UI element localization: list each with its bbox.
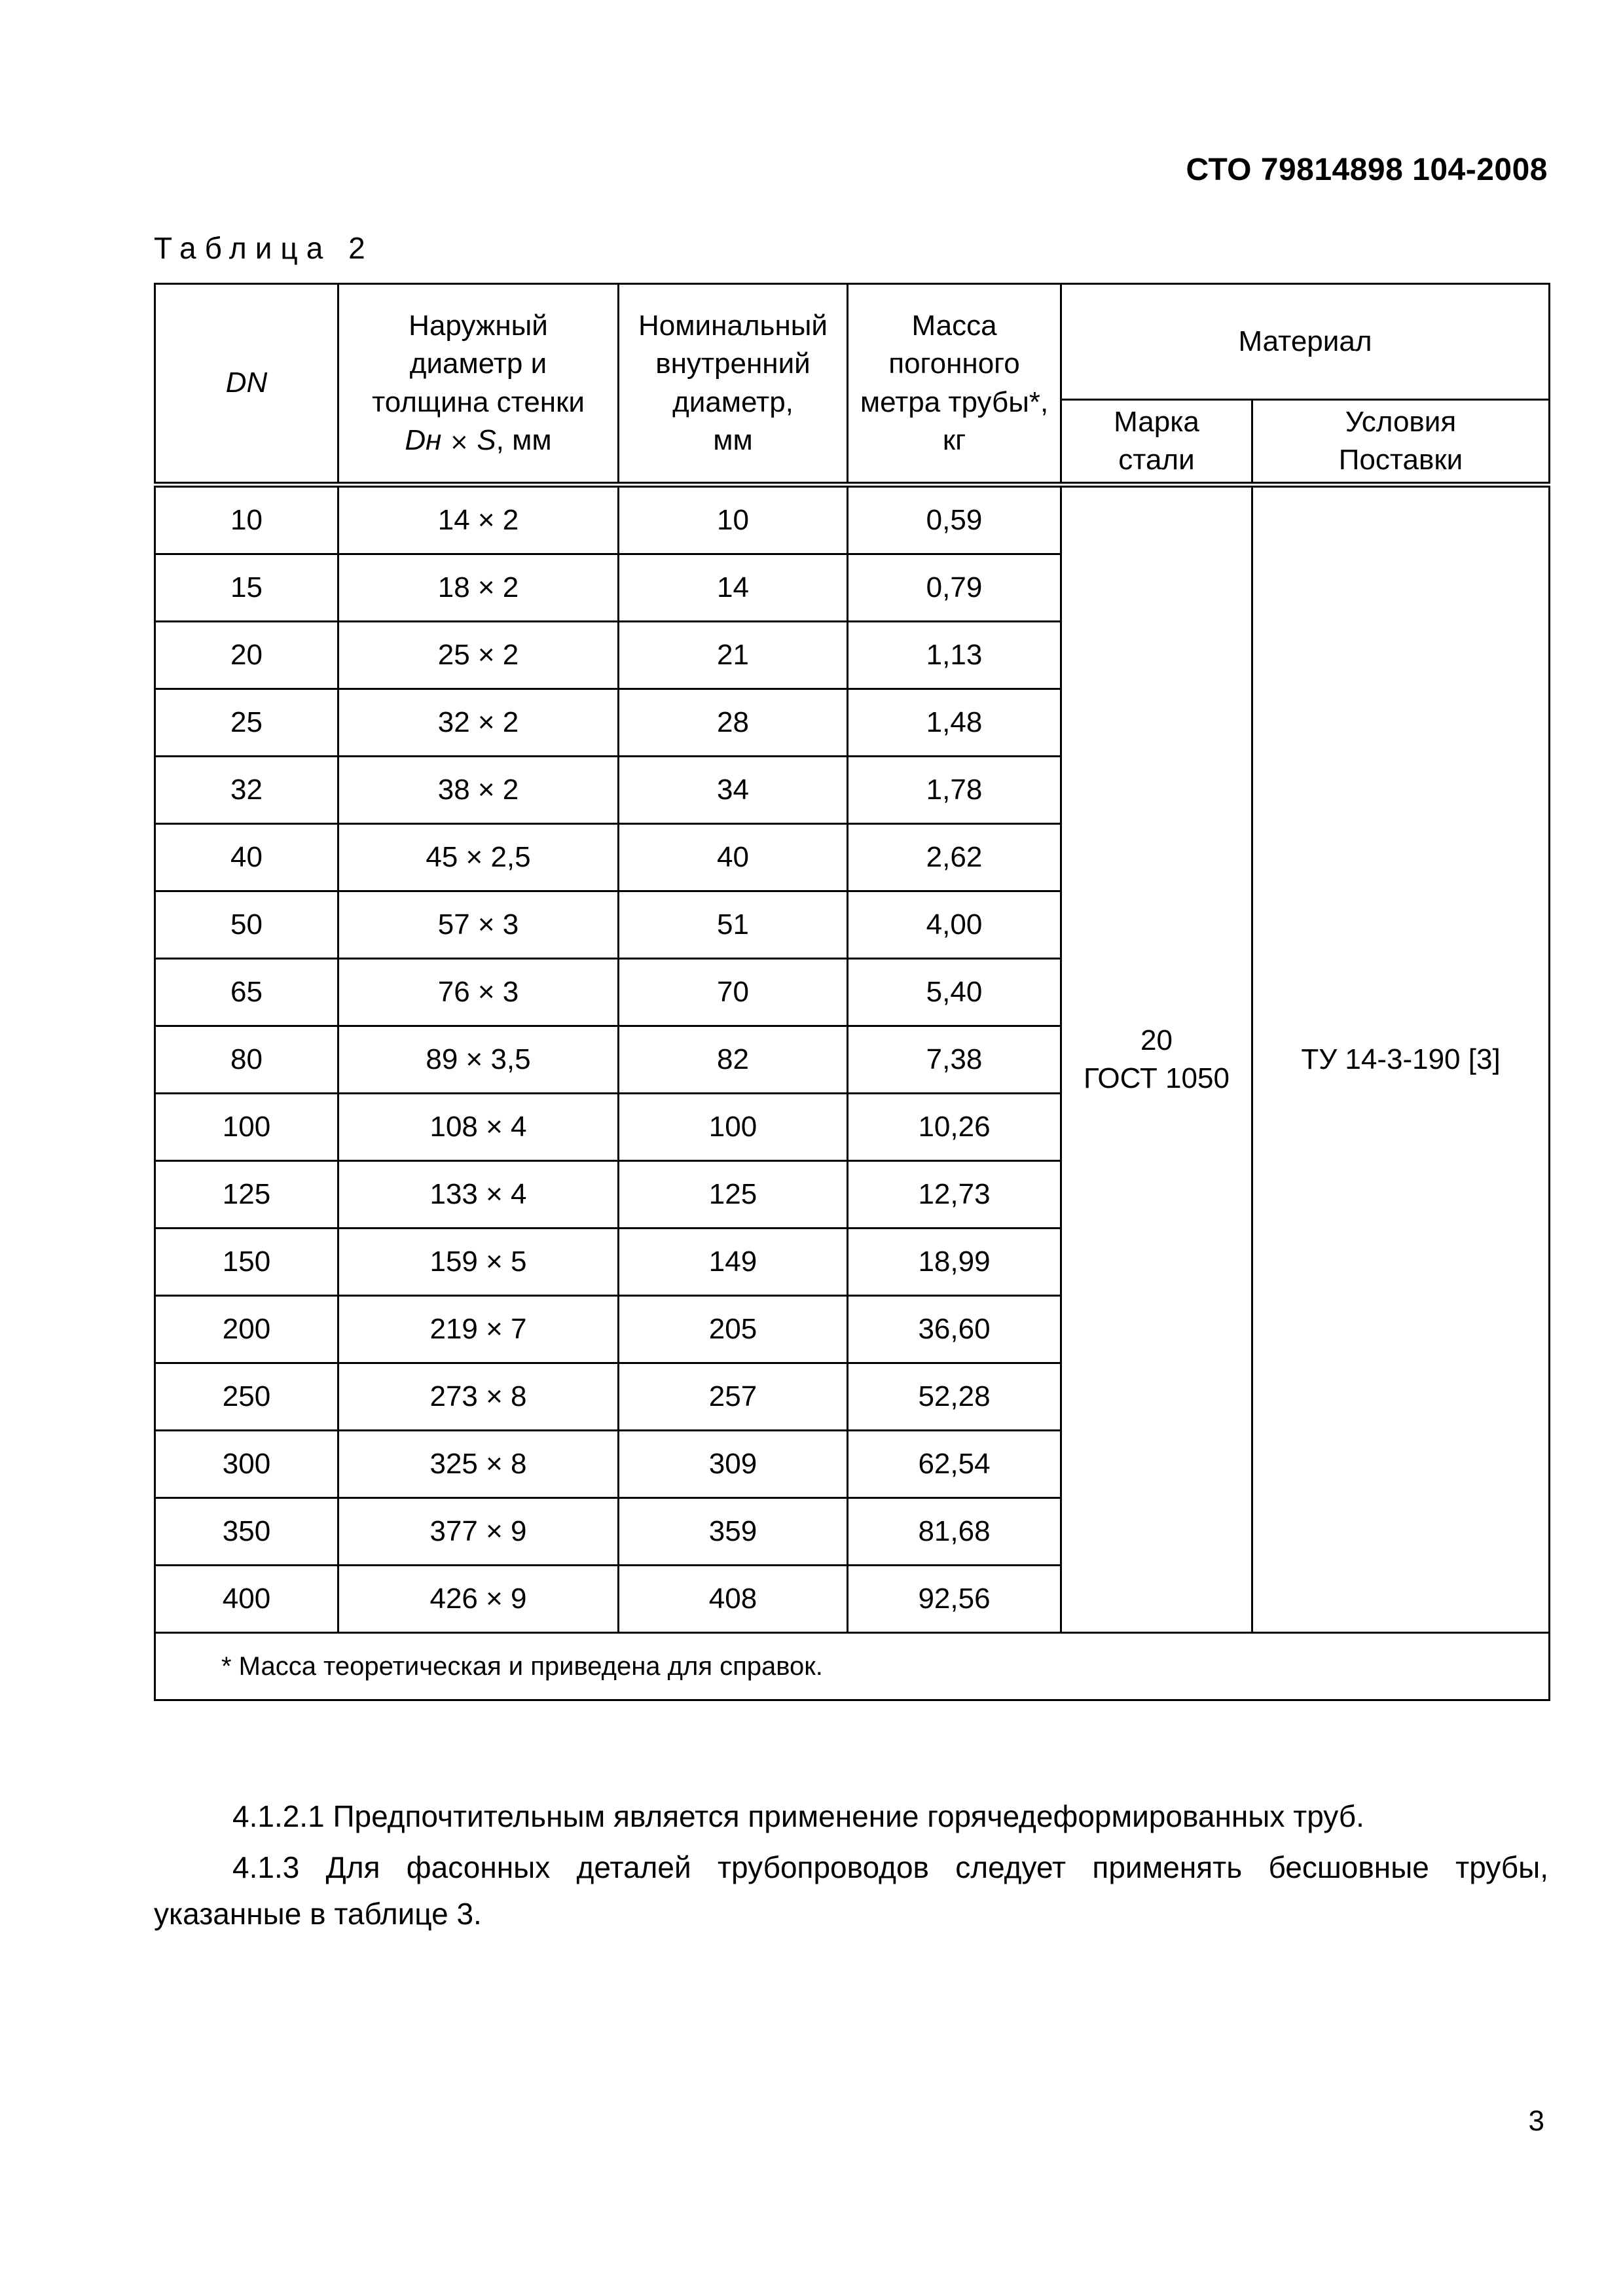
cell-dimensions: 325 × 8	[338, 1431, 619, 1498]
cell-dimensions: 45 × 2,5	[338, 824, 619, 891]
cell-inner-diameter: 125	[619, 1161, 848, 1229]
cell-mass: 52,28	[848, 1363, 1061, 1431]
cell-inner-diameter: 21	[619, 622, 848, 689]
cell-dn: 350	[155, 1498, 338, 1566]
cell-dn: 100	[155, 1094, 338, 1161]
header-outer-line-2: диаметр и	[409, 348, 547, 380]
cell-dimensions: 38 × 2	[338, 757, 619, 824]
cell-inner-diameter: 14	[619, 554, 848, 622]
cell-inner-diameter: 408	[619, 1566, 848, 1633]
cell-mass: 2,62	[848, 824, 1061, 891]
pipe-specification-table	[154, 283, 1550, 1701]
cell-mass: 36,60	[848, 1296, 1061, 1363]
cell-dimensions: 219 × 7	[338, 1296, 619, 1363]
header-inner-diameter: Номинальный внутренний диаметр, мм	[619, 284, 848, 485]
cell-dimensions: 108 × 4	[338, 1094, 619, 1161]
header-outer-line-1: Наружный	[409, 310, 548, 342]
cell-dimensions: 32 × 2	[338, 689, 619, 757]
cell-dn: 32	[155, 757, 338, 824]
cell-dn: 300	[155, 1431, 338, 1498]
cell-inner-diameter: 359	[619, 1498, 848, 1566]
cell-inner-diameter: 10	[619, 485, 848, 554]
cell-dimensions: 57 × 3	[338, 891, 619, 959]
header-steel-grade: Марка стали	[1061, 400, 1252, 485]
cell-dimensions: 25 × 2	[338, 622, 619, 689]
table-row	[155, 485, 1550, 554]
header-outer-symbol-a: Dн	[405, 423, 442, 456]
cell-mass: 92,56	[848, 1566, 1061, 1633]
cell-dn: 200	[155, 1296, 338, 1363]
cell-mass: 1,48	[848, 689, 1061, 757]
cell-dn: 150	[155, 1229, 338, 1296]
document-code: СТО 79814898 104-2008	[1186, 152, 1548, 187]
cell-dn: 125	[155, 1161, 338, 1229]
cell-mass: 12,73	[848, 1161, 1061, 1229]
cell-dn: 50	[155, 891, 338, 959]
cell-mass: 7,38	[848, 1026, 1061, 1094]
times-sign: ×	[449, 428, 469, 456]
cell-inner-diameter: 309	[619, 1431, 848, 1498]
cell-dimensions: 133 × 4	[338, 1161, 619, 1229]
cell-mass: 0,79	[848, 554, 1061, 622]
cell-mass: 18,99	[848, 1229, 1061, 1296]
header-outer-unit: , мм	[496, 423, 552, 456]
cell-steel-grade: 20 ГОСТ 1050	[1061, 485, 1252, 1633]
table-footnote: * Масса теоретическая и приведена для справок.	[155, 1633, 1550, 1700]
cell-dimensions: 159 × 5	[338, 1229, 619, 1296]
header-delivery-conditions: Условия Поставки	[1252, 400, 1550, 485]
header-material: Материал	[1061, 284, 1550, 400]
paragraph-4-1-2-1: 4.1.2.1 Предпочтительным является применение горячедеформированных труб.	[232, 1799, 1364, 1833]
header-dn: DN	[155, 284, 338, 485]
cell-inner-diameter: 205	[619, 1296, 848, 1363]
page-number: 3	[1528, 2105, 1544, 2137]
cell-dimensions: 89 × 3,5	[338, 1026, 619, 1094]
cell-dn: 250	[155, 1363, 338, 1431]
cell-dn: 20	[155, 622, 338, 689]
cell-dimensions: 377 × 9	[338, 1498, 619, 1566]
cell-mass: 1,78	[848, 757, 1061, 824]
header-outer-diameter	[338, 284, 619, 485]
cell-dn: 40	[155, 824, 338, 891]
cell-inner-diameter: 51	[619, 891, 848, 959]
cell-mass: 62,54	[848, 1431, 1061, 1498]
cell-dn: 400	[155, 1566, 338, 1633]
cell-mass: 0,59	[848, 485, 1061, 554]
cell-delivery-conditions: ТУ 14-3-190 [3]	[1252, 485, 1550, 1633]
cell-mass: 10,26	[848, 1094, 1061, 1161]
cell-inner-diameter: 257	[619, 1363, 848, 1431]
cell-inner-diameter: 82	[619, 1026, 848, 1094]
cell-dn: 80	[155, 1026, 338, 1094]
header-outer-line-3: толщина стенки	[372, 386, 585, 418]
cell-dn: 15	[155, 554, 338, 622]
cell-dn: 65	[155, 959, 338, 1026]
cell-mass: 4,00	[848, 891, 1061, 959]
cell-inner-diameter: 28	[619, 689, 848, 757]
cell-mass: 5,40	[848, 959, 1061, 1026]
cell-inner-diameter: 40	[619, 824, 848, 891]
paragraph-4-1-3: 4.1.3 Для фасонных деталей трубопроводов следует применять бесшовные трубы, указанные в таблице 3.	[154, 1850, 1548, 1931]
header-mass: Масса погонного метра трубы*, кг	[848, 284, 1061, 485]
cell-mass: 81,68	[848, 1498, 1061, 1566]
cell-dn: 25	[155, 689, 338, 757]
cell-mass: 1,13	[848, 622, 1061, 689]
cell-dn: 10	[155, 485, 338, 554]
cell-inner-diameter: 34	[619, 757, 848, 824]
cell-dimensions: 273 × 8	[338, 1363, 619, 1431]
cell-dimensions: 76 × 3	[338, 959, 619, 1026]
header-outer-symbol-b: S	[477, 423, 496, 456]
cell-dimensions: 18 × 2	[338, 554, 619, 622]
cell-inner-diameter: 70	[619, 959, 848, 1026]
cell-dimensions: 14 × 2	[338, 485, 619, 554]
cell-inner-diameter: 100	[619, 1094, 848, 1161]
table-caption: Таблица 2	[154, 231, 374, 265]
cell-dimensions: 426 × 9	[338, 1566, 619, 1633]
cell-inner-diameter: 149	[619, 1229, 848, 1296]
